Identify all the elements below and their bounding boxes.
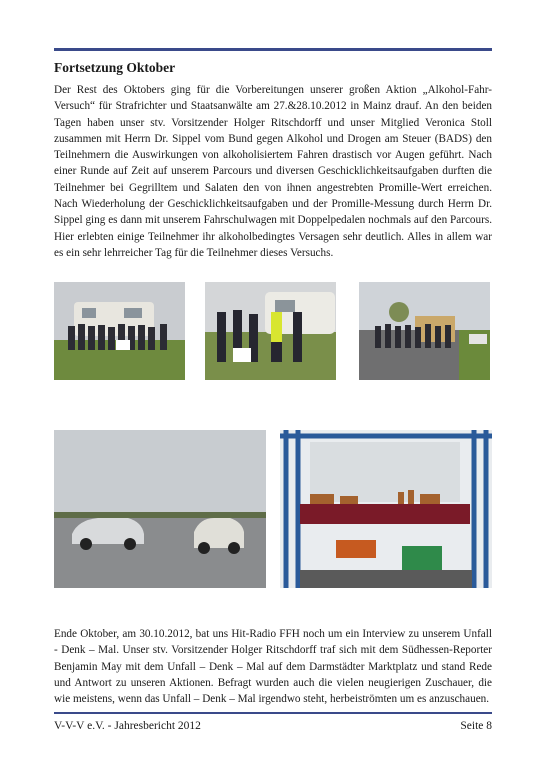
header-rule — [54, 48, 492, 51]
photo-people-caravan-vest — [205, 282, 336, 380]
photo-people-caravan-vest-image — [205, 282, 336, 380]
photo-group-road-bus-image — [359, 282, 490, 380]
paragraph-ffh-interview: Ende Oktober, am 30.10.2012, bat uns Hit-Radio FFH noch um ein Interview zu unserem Unfall - Denk – Mal. Unser stv. Vorsitzender Holger Ritschdorff traf sich mit dem Südhessen-Reporter Benjamin May mit dem Unfall – Denk – Mal auf dem Darmstädter Marktplatz und stand Rede und Antwort zu unseren Aktionen. Befragt wurden auch die vielen neugierigen Zuschauer, die wie meistens, wenn das Unfall – Denk – Mal irgendwo steht, herbeiströmten um es anzuschauen. — [54, 628, 492, 706]
photo-group-caravan-image — [54, 282, 185, 380]
photo-cars-rain-image — [54, 430, 266, 588]
photo-buffet-tent — [280, 430, 492, 588]
footer-rule — [54, 712, 492, 714]
section-heading: Fortsetzung Oktober — [54, 60, 176, 75]
footer-publication: V-V-V e.V. - Jahresbericht 2012 — [54, 720, 201, 732]
photo-cars-rain — [54, 430, 266, 588]
photo-buffet-tent-image — [280, 430, 492, 588]
paragraph-alkohol-fahr-versuch: Der Rest des Oktobers ging für die Vorbereitungen unserer großen Aktion „Alkohol-Fahr-Versuch“ für Strafrichter und Staatsanwälte am 27.&28.10.2012 in Mainz drauf. An den beiden Tagen haben unser stv. Vorsitzender Holger Ritschdorff und unser Mitglied Veronica Stoll zusammen mit Herrn Dr. Sippel vom Bund gegen Alkohol und Drogen am Steuer (BADS) den Teilnehmern die Auswirkungen von alkoholisiertem Fahren drastisch vor Augen geführt. Nach einer Runde auf Zeit auf unserem Parcours und diversen Geschicklichkeitsaufgaben durften die Teilnehmer bei Gegrilltem und Salaten den von ihnen angestrebten Promille-Wert erreichen. Nach Wiederholung der Geschicklichkeitsaufgaben und der Promille-Messung durch Herrn Dr. Sippel ging es dann mit unserem Fahrschulwagen mit Doppelpedalen nochmals auf den Parcours. Hier erlebten einige Teilnehmer ihr alkoholbedingtes Versagen sehr deutlich. Alles in allem war es ein sehr lehrreicher Tag für die Teilnehmer dieses Versuchs. — [54, 84, 492, 259]
photo-group-road-bus — [359, 282, 490, 380]
photo-group-caravan — [54, 282, 185, 380]
footer-page-number: Seite 8 — [460, 720, 492, 732]
